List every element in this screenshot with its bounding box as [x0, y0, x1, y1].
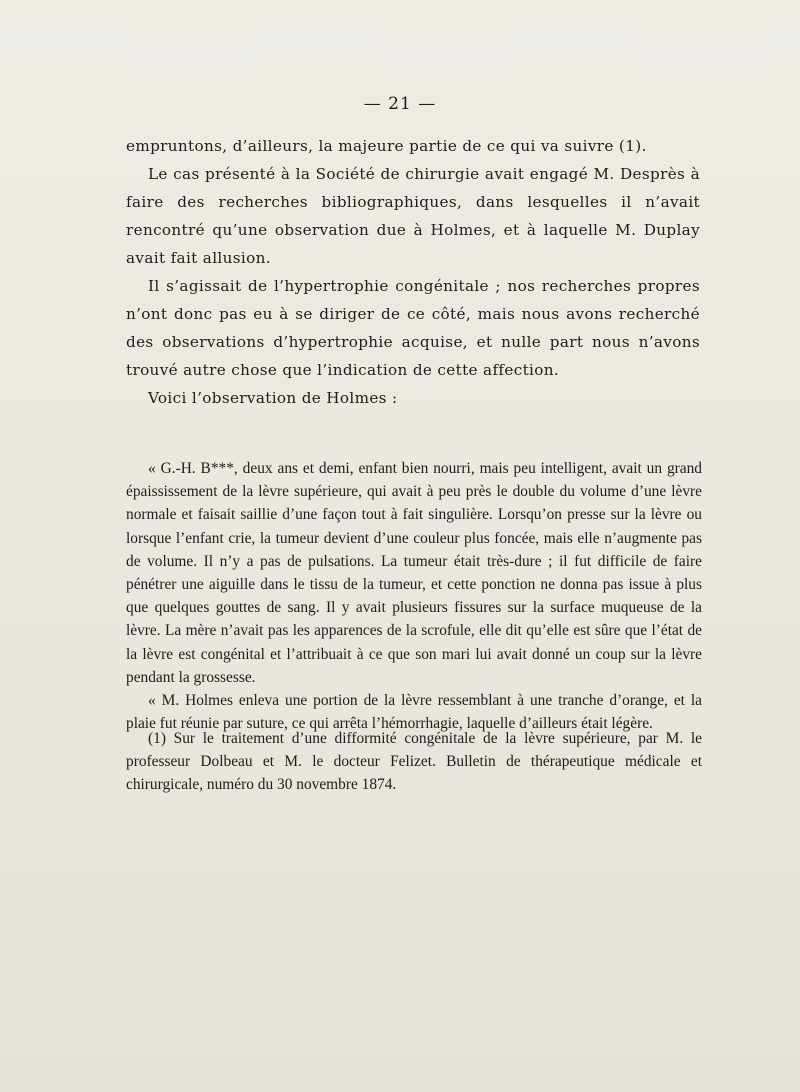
main-text — [126, 132, 700, 412]
observation-quote — [126, 457, 702, 735]
paragraph-intro-observation: Voici l’observation de Holmes : — [148, 389, 398, 407]
paragraph-continuation: empruntons, d’ailleurs, la majeure partie de ce qui va suivre (1). — [126, 137, 647, 155]
page-number: — 21 — — [363, 94, 437, 114]
footnote-text: (1) Sur le traitement d’une difformité congénitale de la lèvre supérieure, par M. le professeur Dolbeau et M. le docteur Felizet. Bulletin de thérapeutique médicale et chirurgicale, numéro du 30 novembre 1874. — [126, 730, 702, 794]
paragraph-societe-chirurgie: Le cas présenté à la Société de chirurgie avait engagé M. Desprès à faire des recherches bibliographiques, dans lesquelles il n’avait rencontré qu’une observation due à Holmes, et à laquelle M. Duplay avait fait allusion. — [126, 165, 700, 267]
observation-paragraph-case: « G.-H. B***, deux ans et demi, enfant bien nourri, mais peu intelligent, avait un grand épaississement de la lèvre supérieure, qui avait à peu près le double du volume d’une lèvre normale et faisait saillie d’une façon tout à fait singulière. Lorsqu’on presse sur la lèvre ou lorsque l’enfant crie, la tumeur devient d’une couleur plus foncée, mais elle n’augmente pas de volume. Il n’y a pas de pulsations. La tumeur était très-dure ; il fut difficile de faire pénétrer une aiguille dans le tissu de la tumeur, et cette ponction ne donna pas issue à plus que quelques gouttes de sang. Il y avait plusieurs fissures sur la surface muqueuse de la lèvre. La mère n’avait pas les apparences de la scrofule, elle dit qu’elle est sûre que l’état de la lèvre est congénital et l’attribuait à ce que son mari lui avait donné un coup sur la lèvre pendant la grossesse. — [126, 460, 702, 686]
paragraph-hypertrophie: Il s’agissait de l’hypertrophie congénitale ; nos recherches propres n’ont donc pas eu à se diriger de ce côté, mais nous avons recherché des observations d’hypertrophie acquise, et nulle part nous n’avons trouvé autre chose que l’indication de cette affection. — [126, 277, 700, 379]
observation-paragraph-treatment: « M. Holmes enleva une portion de la lèvre ressemblant à une tranche d’orange, et la plaie fut réunie par suture, ce qui arrêta l’hémorrhagie, laquelle d’ailleurs était légère. — [126, 692, 702, 733]
footnote — [126, 727, 702, 797]
